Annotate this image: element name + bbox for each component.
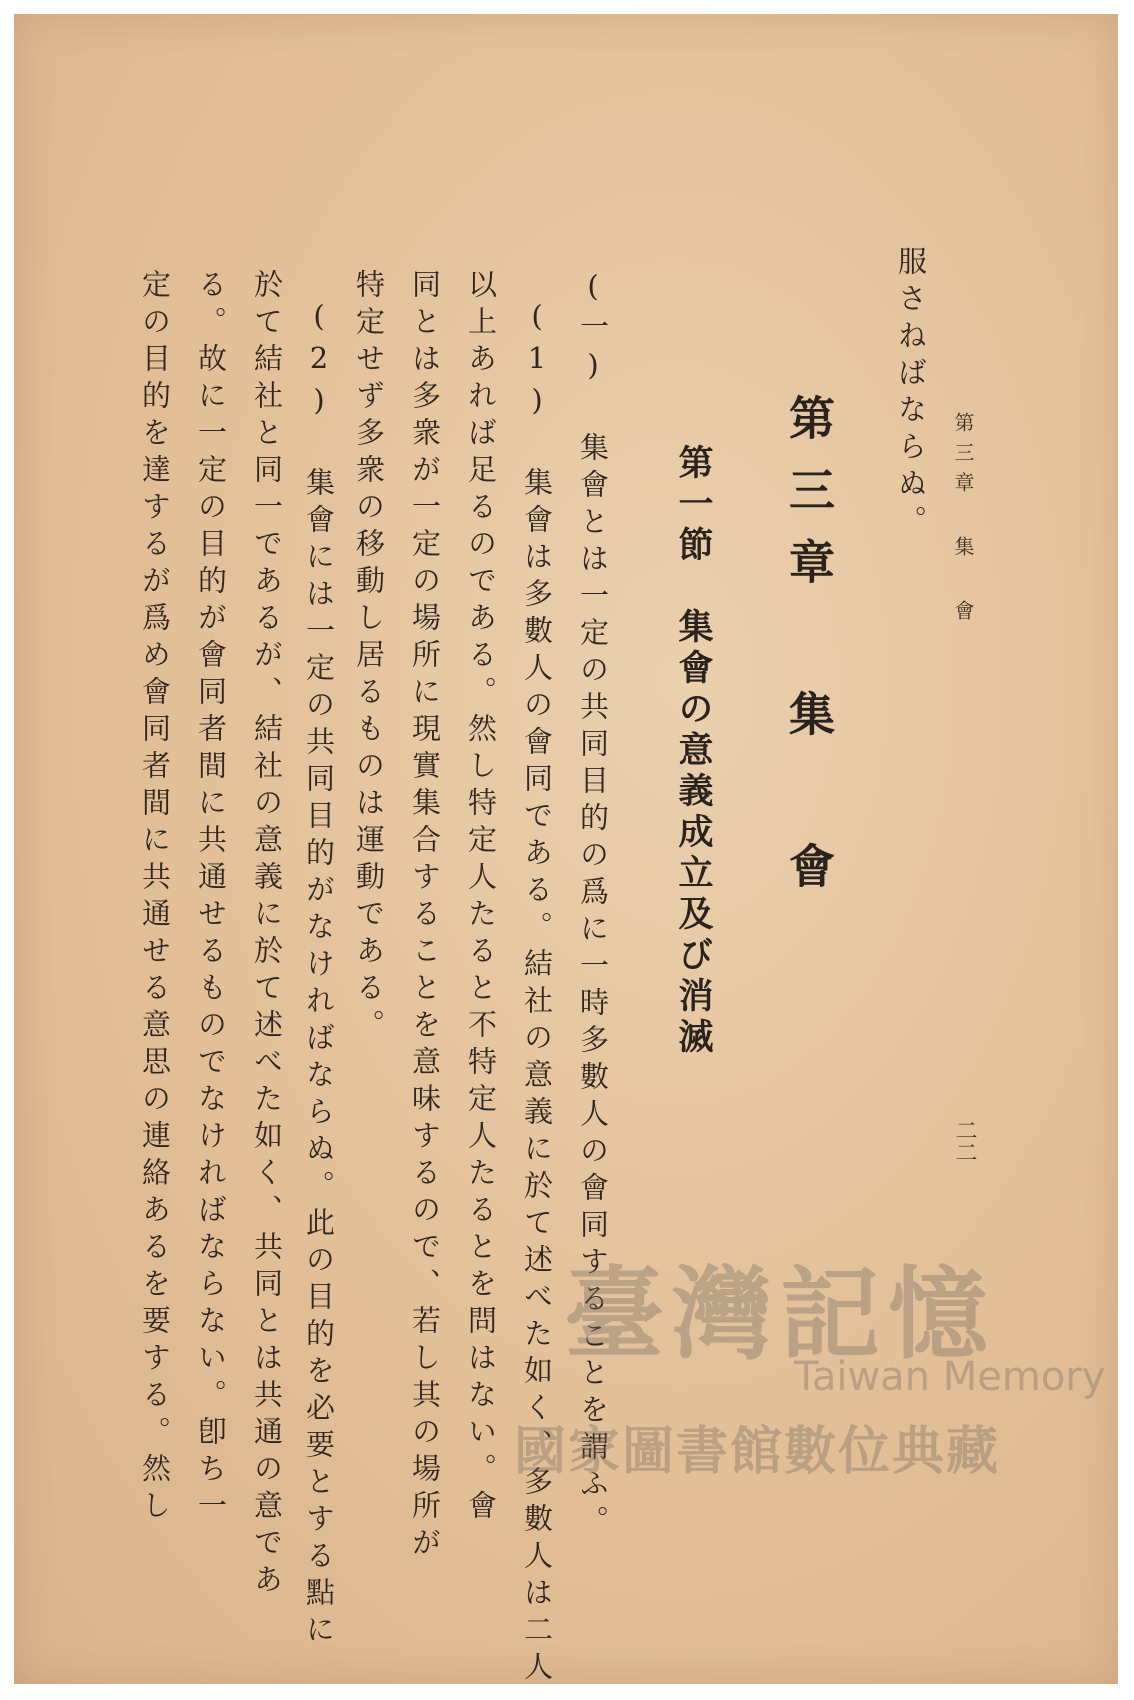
body-column-5: 同とは多衆が一定の場所に現實集合することを意味するので、若し其の場所が: [408, 269, 442, 1564]
page-number: 二二: [952, 1119, 977, 1163]
chapter-title: 第三章 集 會: [782, 394, 836, 914]
book-page: [14, 14, 1118, 1688]
body-column-7: (2) 集會には一定の共同目的がなければならぬ。此の目的を必要とする點に: [302, 299, 336, 1651]
watermark-logo-text: 臺灣記憶: [564, 1255, 996, 1373]
body-column-10: 定の目的を達するが爲め會同者間に共通せる意思の連絡あるを要する。然し: [138, 269, 172, 1527]
body-column-9: る。故に一定の目的が會同者間に共通せるものでなければならない。卽ち一: [194, 269, 228, 1527]
body-column-1: 服さねばならぬ。: [894, 246, 928, 542]
body-column-2: (一) 集會とは一定の共同目的の爲に一時多數人の會同することを謂ふ。: [576, 269, 610, 1542]
section-title: 第一節 集會の意義成立及び消滅: [673, 444, 714, 1059]
watermark-english: Taiwan Memory: [794, 1354, 1106, 1400]
body-column-3: (1) 集會は多數人の會同である。結社の意義に於て述べた如く、多數人は二人: [520, 299, 554, 1688]
running-header: 第三章 集 會: [951, 412, 975, 630]
body-column-4: 以上あれば足るのである。然し特定人たると不特定人たるとを問はない。會: [464, 269, 498, 1527]
watermark-subtitle: 國家圖書館數位典藏: [514, 1421, 1001, 1482]
body-column-8: 於て結社と同一であるが、結社の意義に於て述べた如く、共同とは共通の意であ: [250, 269, 284, 1601]
body-column-6: 特定せず多衆の移動し居るものは運動である。: [352, 269, 386, 1046]
